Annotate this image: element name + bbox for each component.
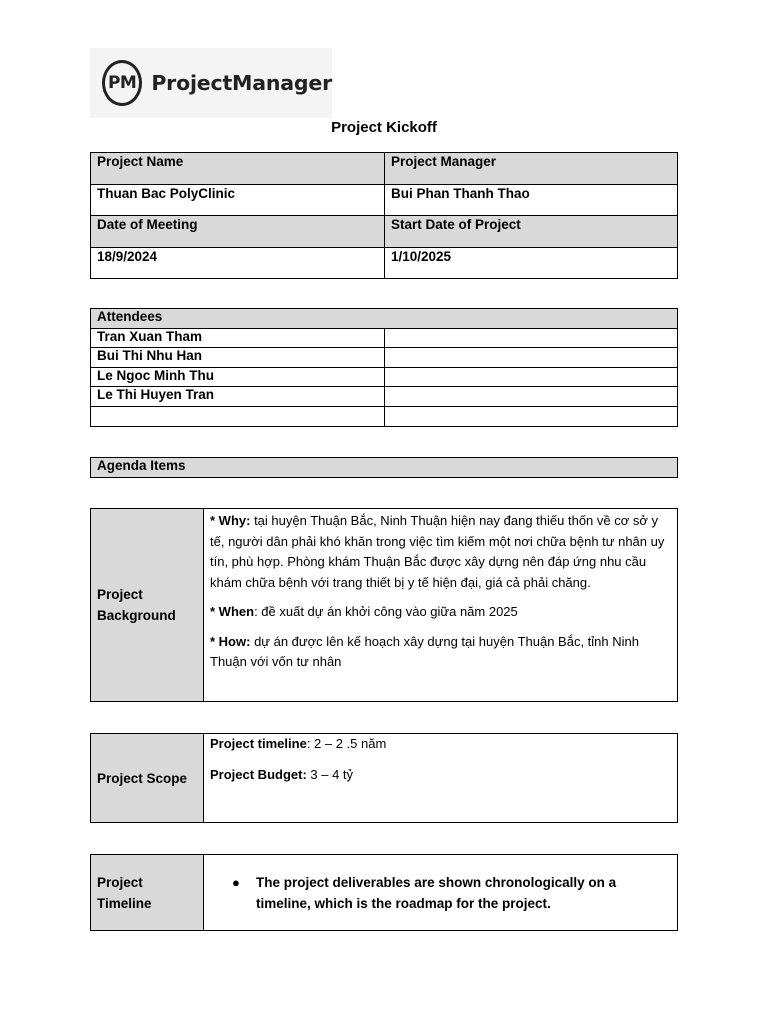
- project-scope-label: Project Scope: [91, 734, 204, 823]
- project-scope-content: [204, 734, 678, 823]
- attendee-name: Bui Thi Nhu Han: [91, 348, 385, 368]
- document-title: Project Kickoff: [331, 119, 437, 136]
- project-manager-label: Project Manager: [385, 153, 678, 185]
- how-label: * How:: [210, 633, 251, 649]
- scope-budget-value: 3 – 4 tỷ: [306, 767, 354, 782]
- attendee-extra-cell: [385, 387, 678, 407]
- scope-timeline-label: Project timeline: [210, 736, 307, 751]
- attendee-name: [91, 406, 385, 426]
- attendee-extra-cell: [385, 367, 678, 387]
- project-background-label: Project Background: [91, 509, 204, 702]
- attendee-extra-cell: [385, 348, 678, 368]
- attendee-name: Tran Xuan Tham: [91, 328, 385, 348]
- company-logo: [90, 48, 332, 118]
- attendee-extra-cell: [385, 328, 678, 348]
- project-info-table: [90, 152, 678, 279]
- attendees-table: [90, 308, 678, 427]
- when-label: * When: [210, 604, 255, 619]
- when-text: : đề xuất dự án khởi công vào giữa năm 2025: [254, 604, 518, 619]
- project-scope-table: [90, 733, 678, 823]
- project-timeline-table: [90, 854, 678, 931]
- agenda-table: [90, 457, 678, 478]
- project-background-table: [90, 508, 678, 702]
- project-background-content: [204, 509, 678, 702]
- when-paragraph: [210, 602, 671, 623]
- how-text: dự án được lên kế hoạch xây dựng tại huyện Thuận Bắc, tỉnh Ninh Thuận với vốn tư nhân: [210, 633, 639, 669]
- start-date-label: Start Date of Project: [385, 216, 678, 248]
- project-manager-value: Bui Phan Thanh Thao: [385, 184, 678, 216]
- attendee-name: Le Thi Huyen Tran: [91, 387, 385, 407]
- timeline-bullet-item: [210, 872, 671, 914]
- date-of-meeting-value: 18/9/2024: [91, 247, 385, 279]
- project-timeline-label: Project Timeline: [91, 855, 204, 931]
- scope-timeline-value: : 2 – 2 .5 năm: [306, 736, 387, 751]
- scope-timeline-line: [210, 735, 671, 753]
- scope-budget-line: [210, 766, 671, 784]
- attendee-name: Le Ngoc Minh Thu: [91, 367, 385, 387]
- why-label: * Why:: [210, 513, 251, 528]
- agenda-header: Agenda Items: [91, 458, 678, 478]
- attendee-extra-cell: [385, 406, 678, 426]
- project-name-label: Project Name: [91, 153, 385, 185]
- timeline-bullet-text: The project deliverables are shown chronologically on a timeline, which is the roadmap for the project.: [256, 874, 617, 911]
- why-paragraph: [210, 511, 671, 593]
- scope-budget-label: Project Budget:: [210, 767, 307, 782]
- how-paragraph: [210, 632, 671, 673]
- logo-wordmark: ProjectManager: [151, 71, 332, 95]
- project-timeline-content: [204, 855, 678, 931]
- bullet-icon: ●: [232, 874, 240, 890]
- why-text: tại huyện Thuận Bắc, Ninh Thuận hiện nay đang thiếu thốn về cơ sở y tế, người dân phải khó khăn trong việc tìm kiếm một nơi chữa bệnh tư nhân uy tín, phù hợp. Phòng khám Thuận Bắc được xây dựng nên đáp ứng nhu cầu khám chữa bệnh với trang thiết bị y tế hiện đại, giá cả phải chăng.: [210, 513, 665, 590]
- attendees-header: Attendees: [91, 309, 678, 329]
- start-date-value: 1/10/2025: [385, 247, 678, 279]
- project-name-value: Thuan Bac PolyClinic: [91, 184, 385, 216]
- pm-logo-icon: PM: [102, 60, 142, 106]
- date-of-meeting-label: Date of Meeting: [91, 216, 385, 248]
